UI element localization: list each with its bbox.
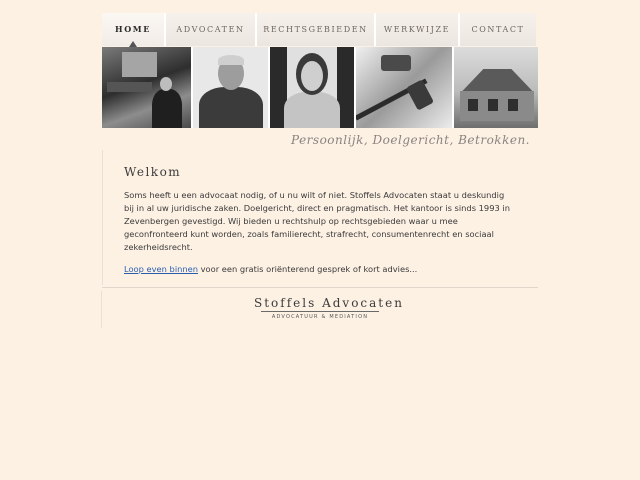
nav-werkwijze[interactable] — [376, 13, 460, 46]
nav-werkwijze-label: WERKWIJZE — [383, 25, 451, 34]
photo-office-building — [454, 47, 538, 128]
nav-advocaten[interactable] — [166, 13, 257, 46]
nav-home-label: HOME — [115, 24, 151, 34]
nav-rechtsgebieden-label: RECHTSGEBIEDEN — [263, 25, 368, 34]
photo-lawyer-woman — [270, 47, 354, 128]
nav-advocaten-label: ADVOCATEN — [176, 25, 245, 34]
nav-home[interactable] — [102, 13, 166, 46]
photo-lawyer-man — [193, 47, 269, 128]
photo-banner — [102, 47, 538, 128]
tagline-signature: Persoonlijk, Doelgericht, Betrokken. — [291, 133, 530, 147]
footer-divider — [102, 287, 538, 288]
page-title: Welkom — [124, 165, 182, 179]
cta-text: voor een gratis oriënterend gesprek of kort advies... — [198, 264, 418, 274]
nav-contact[interactable] — [460, 13, 536, 46]
photo-courtroom — [102, 47, 191, 128]
nav-contact-label: CONTACT — [471, 25, 525, 34]
intro-text: Soms heeft u een advocaat nodig, of u nu wilt of niet. Stoffels Advocaten staat u deskundig bij in al uw juridische zaken. Doelgericht, direct en pragmatisch. Het kantoor is sinds 1993 in Zevenbergen gevestigd. Wij bieden u rechtshulp op rechtsgebieden waar u mee geconfronteerd kunt worden, zoals familierecht, strafrecht, consumentenrecht en sociaal zekerheidsrecht. — [124, 190, 510, 252]
site-container — [102, 13, 538, 328]
main-content — [102, 150, 539, 285]
nav-rechtsgebieden[interactable] — [257, 13, 376, 46]
logo-name: Stoffels Advocaten — [254, 296, 404, 310]
logo-underline — [261, 311, 379, 312]
photo-gavel — [356, 47, 453, 128]
cta-link[interactable]: Loop even binnen — [124, 264, 198, 274]
footer-logo — [102, 296, 538, 320]
logo-subtitle: ADVOCATUUR & MEDIATION — [271, 314, 369, 320]
cta-line — [124, 264, 417, 274]
main-nav — [102, 13, 538, 46]
left-border-line — [101, 291, 102, 328]
